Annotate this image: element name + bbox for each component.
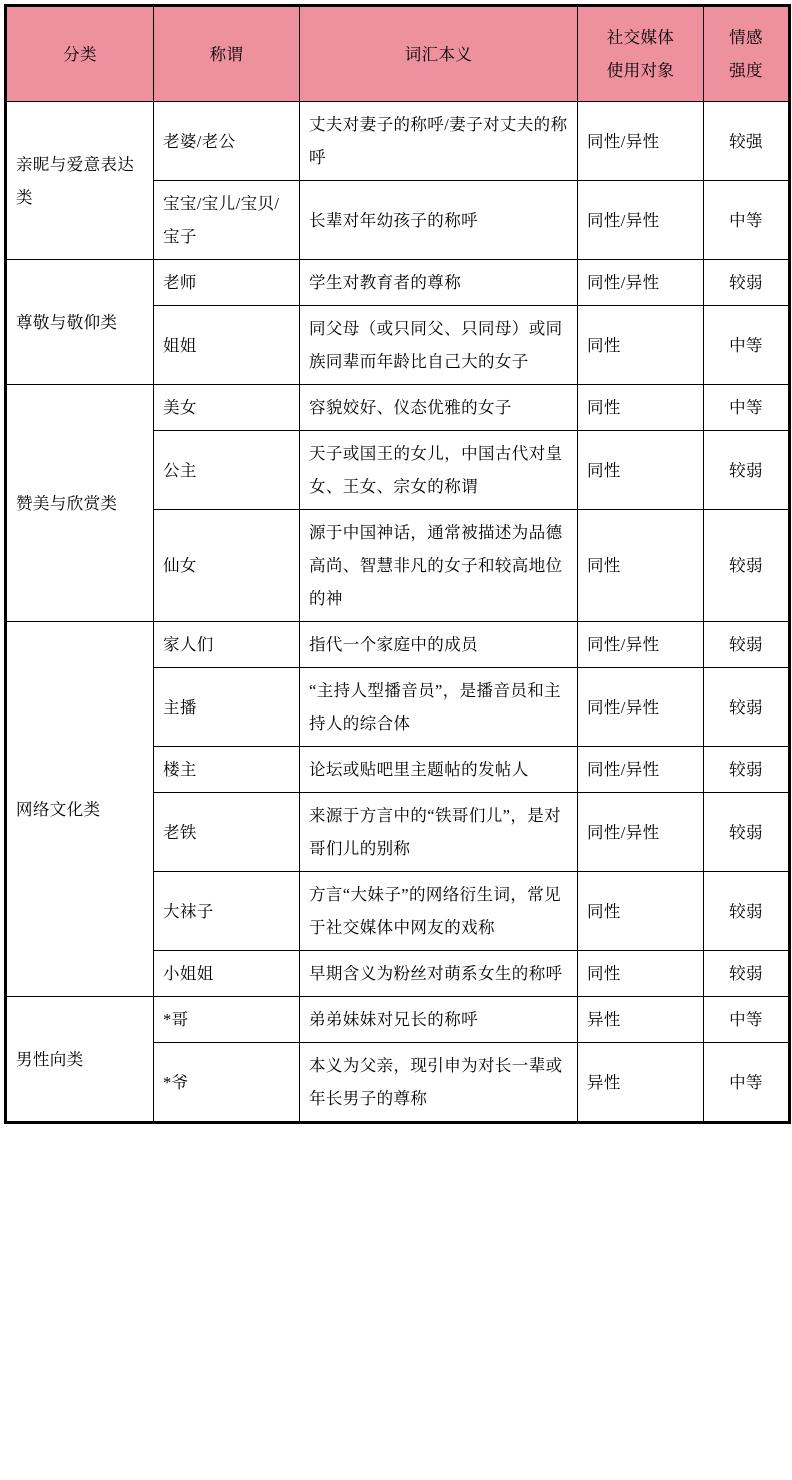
meaning-cell: 容貌姣好、仪态优雅的女子	[300, 385, 578, 431]
term-cell: 宝宝/宝儿/宝贝/宝子	[154, 181, 300, 260]
audience-cell: 同性/异性	[578, 181, 704, 260]
column-header-category-line-1: 分类	[63, 44, 97, 64]
audience-cell: 异性	[578, 997, 704, 1043]
audience-cell: 同性/异性	[578, 793, 704, 872]
term-cell: 姐姐	[154, 306, 300, 385]
meaning-cell: 方言“大妹子”的网络衍生词，常见于社交媒体中网友的戏称	[300, 872, 578, 951]
category-cell: 网络文化类	[6, 622, 154, 997]
column-header-term	[154, 6, 300, 102]
term-cell: 仙女	[154, 510, 300, 622]
meaning-cell: “主持人型播音员”，是播音员和主持人的综合体	[300, 668, 578, 747]
column-header-intensity-line-1: 情感	[729, 28, 763, 47]
audience-cell: 同性/异性	[578, 622, 704, 668]
intensity-cell: 较弱	[704, 510, 790, 622]
category-cell: 赞美与欣赏类	[6, 385, 154, 622]
column-header-meaning	[300, 6, 578, 102]
term-cell: 楼主	[154, 747, 300, 793]
table-row	[6, 385, 790, 431]
table-header	[6, 6, 790, 102]
column-header-term-line-1: 称谓	[209, 44, 244, 64]
term-cell: 老师	[154, 260, 300, 306]
term-cell: *爷	[154, 1043, 300, 1123]
meaning-cell: 弟弟妹妹对兄长的称呼	[300, 997, 578, 1043]
term-cell: 家人们	[154, 622, 300, 668]
meaning-cell: 本义为父亲，现引申为对长一辈或年长男子的尊称	[300, 1043, 578, 1123]
table-row	[6, 997, 790, 1043]
term-cell: 主播	[154, 668, 300, 747]
category-cell: 男性向类	[6, 997, 154, 1123]
intensity-cell: 较弱	[704, 622, 790, 668]
appellation-table	[4, 4, 791, 1124]
table-row	[6, 622, 790, 668]
term-cell: 美女	[154, 385, 300, 431]
intensity-cell: 较弱	[704, 951, 790, 997]
audience-cell: 同性/异性	[578, 668, 704, 747]
column-header-meaning-line-1: 词汇本义	[404, 44, 473, 64]
term-cell: *哥	[154, 997, 300, 1043]
column-header-audience-line-1: 社交媒体	[606, 28, 675, 47]
meaning-cell: 长辈对年幼孩子的称呼	[300, 181, 578, 260]
column-header-audience-line-2: 使用对象	[606, 61, 675, 80]
intensity-cell: 中等	[704, 997, 790, 1043]
intensity-cell: 较弱	[704, 872, 790, 951]
audience-cell: 异性	[578, 1043, 704, 1123]
meaning-cell: 论坛或贴吧里主题帖的发帖人	[300, 747, 578, 793]
audience-cell: 同性	[578, 510, 704, 622]
intensity-cell: 中等	[704, 181, 790, 260]
audience-cell: 同性	[578, 306, 704, 385]
category-cell: 亲昵与爱意表达类	[6, 102, 154, 260]
term-cell: 公主	[154, 431, 300, 510]
intensity-cell: 较弱	[704, 260, 790, 306]
term-cell: 老铁	[154, 793, 300, 872]
audience-cell: 同性/异性	[578, 747, 704, 793]
column-header-intensity-line-2: 强度	[729, 61, 763, 80]
intensity-cell: 中等	[704, 306, 790, 385]
column-header-category	[6, 6, 154, 102]
table-body	[6, 102, 790, 1123]
term-cell: 小姐姐	[154, 951, 300, 997]
intensity-cell: 较弱	[704, 668, 790, 747]
meaning-cell: 丈夫对妻子的称呼/妻子对丈夫的称呼	[300, 102, 578, 181]
term-cell: 老婆/老公	[154, 102, 300, 181]
column-header-audience	[578, 6, 704, 102]
table-row	[6, 102, 790, 181]
intensity-cell: 较弱	[704, 431, 790, 510]
audience-cell: 同性	[578, 385, 704, 431]
meaning-cell: 源于中国神话，通常被描述为品德高尚、智慧非凡的女子和较高地位的神	[300, 510, 578, 622]
audience-cell: 同性	[578, 951, 704, 997]
category-cell: 尊敬与敬仰类	[6, 260, 154, 385]
audience-cell: 同性	[578, 431, 704, 510]
header-row	[6, 6, 790, 102]
meaning-cell: 天子或国王的女儿，中国古代对皇女、王女、宗女的称谓	[300, 431, 578, 510]
audience-cell: 同性/异性	[578, 260, 704, 306]
meaning-cell: 指代一个家庭中的成员	[300, 622, 578, 668]
audience-cell: 同性/异性	[578, 102, 704, 181]
intensity-cell: 中等	[704, 1043, 790, 1123]
meaning-cell: 学生对教育者的尊称	[300, 260, 578, 306]
meaning-cell: 来源于方言中的“铁哥们儿”，是对哥们儿的别称	[300, 793, 578, 872]
meaning-cell: 同父母（或只同父、只同母）或同族同辈而年龄比自己大的女子	[300, 306, 578, 385]
intensity-cell: 中等	[704, 385, 790, 431]
intensity-cell: 较弱	[704, 793, 790, 872]
table-row	[6, 260, 790, 306]
meaning-cell: 早期含义为粉丝对萌系女生的称呼	[300, 951, 578, 997]
intensity-cell: 较弱	[704, 747, 790, 793]
column-header-intensity	[704, 6, 790, 102]
audience-cell: 同性	[578, 872, 704, 951]
term-cell: 大袜子	[154, 872, 300, 951]
intensity-cell: 较强	[704, 102, 790, 181]
